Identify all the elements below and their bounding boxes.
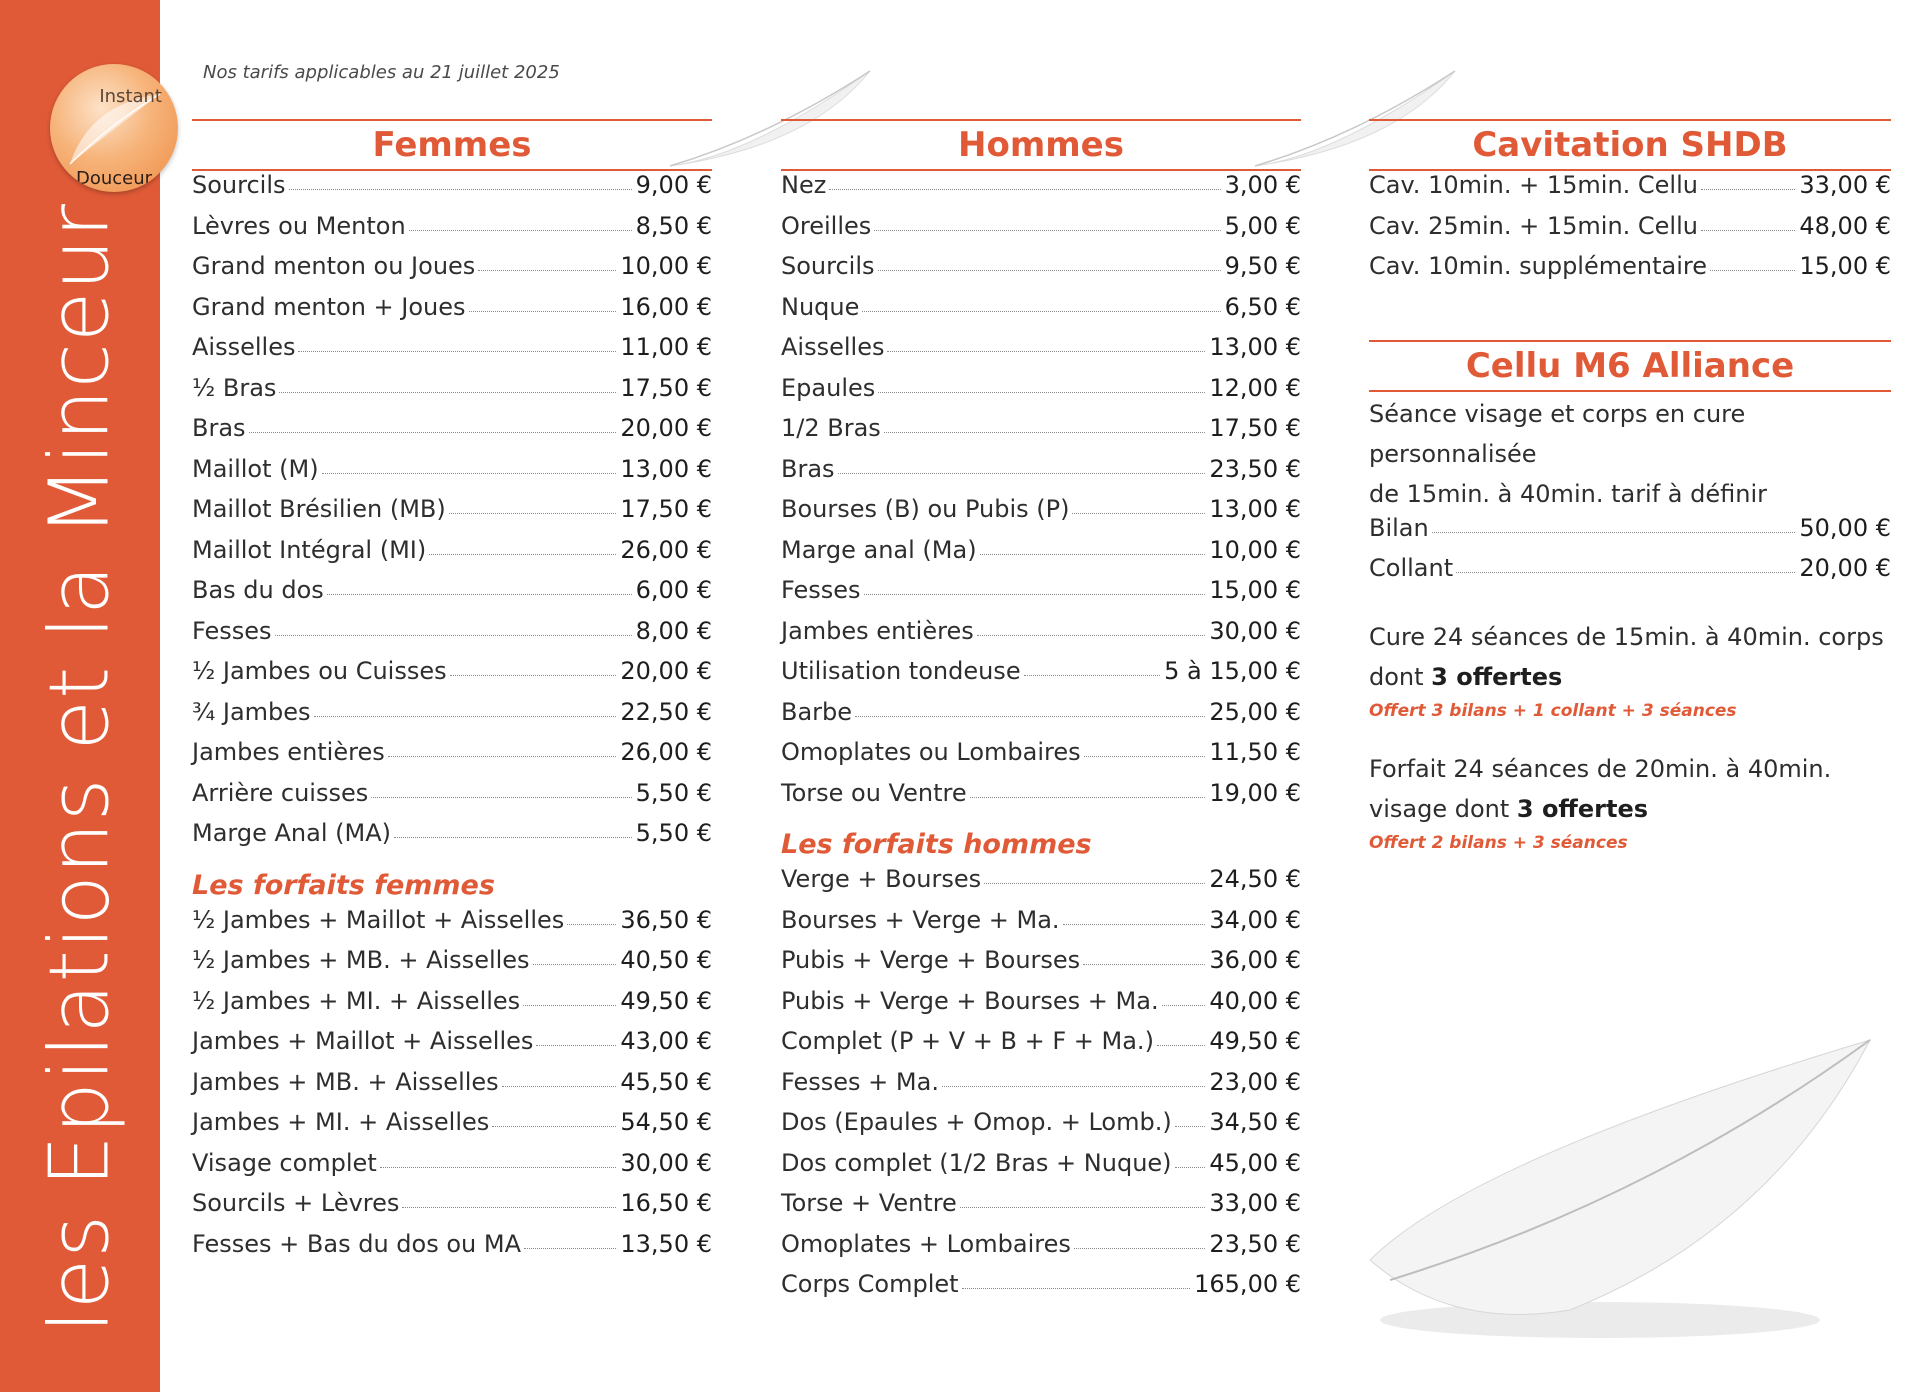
dot-leader: [1063, 924, 1206, 925]
hommes-forfait-row: [781, 1189, 1301, 1230]
hommes-forfait-label: Verge + Bourses: [781, 865, 982, 893]
dot-leader: [1175, 1167, 1206, 1168]
femmes-forfait-row: [192, 1108, 712, 1149]
hommes-item-label: Marge anal (Ma): [781, 535, 977, 564]
hommes-item-price: 30,00 €: [1209, 616, 1301, 645]
hommes-item-row: [781, 252, 1301, 293]
femmes-item-price: 26,00 €: [620, 535, 712, 564]
femmes-item-price: 8,00 €: [635, 616, 712, 645]
femmes-item-label: ½ Jambes ou Cuisses: [192, 657, 447, 685]
dot-leader: [567, 924, 616, 925]
femmes-item-label: Bas du dos: [192, 576, 324, 604]
hommes-forfait-label: Corps Complet: [781, 1270, 959, 1298]
cellu-item-label: Bilan: [1369, 513, 1429, 542]
dot-leader: [279, 392, 616, 393]
cavitation-header: Cavitation SHDB: [1369, 119, 1891, 171]
hommes-item-price: 17,50 €: [1209, 414, 1301, 442]
femmes-item-row: [192, 495, 712, 536]
hommes-forfait-price: 23,50 €: [1209, 1229, 1301, 1258]
hommes-forfait-row: [781, 1149, 1301, 1190]
dot-leader: [1074, 1248, 1206, 1249]
femmes-item-price: 5,50 €: [635, 819, 712, 847]
hommes-item-price: 13,00 €: [1209, 495, 1301, 523]
dot-leader: [1083, 964, 1205, 965]
cavitation-item-label: Cav. 10min. supplémentaire: [1369, 252, 1707, 280]
hommes-forfait-label: Torse + Ventre: [781, 1189, 957, 1217]
femmes-forfait-price: 30,00 €: [620, 1148, 712, 1177]
femmes-item-label: Aisselles: [192, 333, 296, 361]
dot-leader: [402, 1207, 616, 1208]
femmes-item-price: 16,00 €: [620, 292, 712, 321]
femmes-forfaits-title: Les forfaits femmes: [192, 869, 495, 901]
hommes-header: Hommes: [781, 119, 1301, 171]
hommes-list: [781, 171, 1301, 819]
hommes-item-label: Barbe: [781, 697, 853, 726]
femmes-item-price: 20,00 €: [620, 657, 712, 685]
hommes-item-label: Nuque: [781, 292, 860, 321]
cellu-item-label: Collant: [1369, 554, 1454, 582]
femmes-item-label: Bras: [192, 414, 246, 442]
hommes-item-label: Utilisation tondeuse: [781, 657, 1021, 685]
dot-leader: [862, 311, 1220, 312]
dot-leader: [960, 1207, 1206, 1208]
hommes-forfait-label: Complet (P + V + B + F + Ma.): [781, 1027, 1154, 1055]
dot-leader: [388, 756, 617, 757]
femmes-item-row: [192, 617, 712, 658]
large-feather-icon: [1350, 1030, 1880, 1350]
femmes-forfait-price: 54,50 €: [620, 1108, 712, 1136]
dot-leader: [1432, 532, 1796, 533]
femmes-item-price: 10,00 €: [620, 252, 712, 280]
hommes-forfait-label: Dos complet (1/2 Bras + Nuque): [781, 1148, 1172, 1177]
hommes-item-row: [781, 738, 1301, 779]
femmes-forfait-row: [192, 1230, 712, 1271]
femmes-forfait-price: 45,50 €: [620, 1067, 712, 1096]
hommes-forfait-label: Fesses + Ma.: [781, 1067, 939, 1096]
dot-leader: [942, 1086, 1205, 1087]
hommes-item-price: 15,00 €: [1209, 576, 1301, 604]
femmes-item-row: [192, 212, 712, 253]
femmes-forfaits-list: [192, 906, 712, 1271]
dot-leader: [492, 1126, 616, 1127]
hommes-forfait-price: 33,00 €: [1209, 1189, 1301, 1217]
hommes-item-price: 13,00 €: [1209, 333, 1301, 361]
femmes-forfait-price: 49,50 €: [620, 986, 712, 1015]
side-title: les Epilations et la Minceur: [32, 202, 128, 1334]
femmes-forfait-row: [192, 906, 712, 947]
hommes-forfait-label: Pubis + Verge + Bourses: [781, 946, 1081, 974]
hommes-item-price: 6,50 €: [1224, 292, 1301, 321]
femmes-item-row: [192, 293, 712, 334]
femmes-item-label: Grand menton ou Joues: [192, 252, 476, 280]
cellu-item-row: [1369, 554, 1891, 595]
cavitation-item-price: 48,00 €: [1799, 211, 1891, 240]
hommes-forfait-label: Dos (Epaules + Omop. + Lomb.): [781, 1108, 1172, 1136]
cavitation-item-row: [1369, 212, 1891, 253]
femmes-item-price: 6,00 €: [635, 576, 712, 604]
hommes-forfait-label: Omoplates + Lombaires: [781, 1229, 1071, 1258]
dot-leader: [838, 473, 1206, 474]
hommes-item-price: 19,00 €: [1209, 778, 1301, 807]
hommes-item-label: Sourcils: [781, 252, 875, 280]
dot-leader: [298, 351, 616, 352]
femmes-forfait-label: ½ Jambes + MI. + Aisselles: [192, 986, 521, 1015]
dot-leader: [469, 311, 617, 312]
dot-leader: [977, 635, 1206, 636]
femmes-item-label: Maillot Intégral (MI): [192, 535, 427, 564]
dot-leader: [980, 554, 1206, 555]
forfait-line1: Forfait 24 séances de 20min. à 40min.: [1369, 754, 1832, 783]
hommes-forfait-price: 34,50 €: [1209, 1108, 1301, 1136]
hommes-forfait-price: 40,00 €: [1209, 986, 1301, 1015]
femmes-forfait-row: [192, 987, 712, 1028]
femmes-forfait-row: [192, 1149, 712, 1190]
dot-leader: [533, 964, 617, 965]
femmes-forfait-row: [192, 1068, 712, 1109]
femmes-forfait-row: [192, 1189, 712, 1230]
hommes-item-price: 9,50 €: [1224, 252, 1301, 280]
cellu-item-price: 50,00 €: [1799, 513, 1891, 542]
femmes-forfait-label: Sourcils + Lèvres: [192, 1189, 400, 1217]
femmes-forfait-label: Jambes + MB. + Aisselles: [192, 1067, 499, 1096]
femmes-item-row: [192, 171, 712, 212]
dot-leader: [855, 716, 1205, 717]
logo-text-bottom: Douceur: [75, 168, 153, 189]
cellu-item-row: [1369, 514, 1891, 555]
dot-leader: [1710, 270, 1795, 271]
femmes-item-price: 11,00 €: [620, 333, 712, 361]
femmes-item-row: [192, 819, 712, 860]
hommes-item-label: Epaules: [781, 373, 876, 402]
dot-leader: [478, 270, 616, 271]
hommes-item-label: Bras: [781, 454, 835, 483]
cellu-list: [1369, 514, 1891, 595]
forfait-block: [1369, 749, 1891, 829]
hommes-forfait-price: 36,00 €: [1209, 946, 1301, 974]
femmes-header: Femmes: [192, 119, 712, 171]
femmes-item-price: 17,50 €: [620, 373, 712, 402]
dot-leader: [984, 883, 1205, 884]
dot-leader: [1024, 675, 1161, 676]
femmes-item-price: 26,00 €: [620, 738, 712, 766]
hommes-item-row: [781, 698, 1301, 739]
femmes-forfait-label: ½ Jambes + MB. + Aisselles: [192, 946, 530, 974]
femmes-item-row: [192, 779, 712, 820]
femmes-item-price: 9,00 €: [635, 171, 712, 199]
dot-leader: [887, 351, 1205, 352]
dot-leader: [1701, 230, 1795, 231]
femmes-item-label: Sourcils: [192, 171, 286, 199]
hommes-item-price: 25,00 €: [1209, 697, 1301, 726]
logo: [50, 64, 178, 192]
dot-leader: [878, 270, 1221, 271]
femmes-item-price: 20,00 €: [620, 414, 712, 442]
hommes-item-price: 11,50 €: [1209, 738, 1301, 766]
right-column: [1369, 119, 1891, 857]
cavitation-item-label: Cav. 10min. + 15min. Cellu: [1369, 171, 1698, 199]
hommes-forfait-row: [781, 1068, 1301, 1109]
dot-leader: [536, 1045, 616, 1046]
femmes-item-row: [192, 374, 712, 415]
cavitation-item-row: [1369, 171, 1891, 212]
cellu-item-price: 20,00 €: [1799, 554, 1891, 582]
hommes-forfaits-list: [781, 865, 1301, 1311]
femmes-item-row: [192, 455, 712, 496]
forfait-line2-prefix: visage dont: [1369, 794, 1517, 823]
hommes-item-row: [781, 212, 1301, 253]
hommes-item-row: [781, 495, 1301, 536]
dot-leader: [524, 1248, 616, 1249]
femmes-item-label: ½ Bras: [192, 373, 277, 402]
date-note: Nos tarifs applicables au 21 juillet 2025: [203, 62, 560, 83]
femmes-forfait-row: [192, 1027, 712, 1068]
femmes-list: [192, 171, 712, 860]
femmes-item-label: Fesses: [192, 616, 272, 645]
dot-leader: [380, 1167, 617, 1168]
hommes-forfait-price: 45,00 €: [1209, 1148, 1301, 1177]
hommes-forfait-row: [781, 946, 1301, 987]
sidebar-band: [0, 0, 160, 1392]
hommes-item-label: Aisselles: [781, 333, 885, 361]
dot-leader: [449, 513, 617, 514]
femmes-item-price: 5,50 €: [635, 778, 712, 807]
dot-leader: [962, 1288, 1191, 1289]
hommes-item-label: Omoplates ou Lombaires: [781, 738, 1081, 766]
hommes-item-price: 12,00 €: [1209, 373, 1301, 402]
femmes-item-row: [192, 657, 712, 698]
dot-leader: [314, 716, 617, 717]
hommes-item-row: [781, 414, 1301, 455]
hommes-forfait-row: [781, 987, 1301, 1028]
femmes-item-row: [192, 333, 712, 374]
femmes-item-label: Maillot (M): [192, 454, 319, 483]
femmes-item-row: [192, 252, 712, 293]
dot-leader: [1072, 513, 1205, 514]
femmes-item-price: 8,50 €: [635, 211, 712, 240]
cure-line2-prefix: dont: [1369, 662, 1432, 691]
femmes-item-price: 13,00 €: [620, 454, 712, 483]
hommes-item-price: 10,00 €: [1209, 535, 1301, 564]
dot-leader: [502, 1086, 617, 1087]
dot-leader: [409, 230, 632, 231]
cavitation-item-price: 33,00 €: [1799, 171, 1891, 199]
femmes-forfait-row: [192, 946, 712, 987]
hommes-item-row: [781, 657, 1301, 698]
femmes-forfait-price: 43,00 €: [620, 1027, 712, 1055]
dot-leader: [1456, 572, 1795, 573]
femmes-item-row: [192, 738, 712, 779]
dot-leader: [878, 392, 1205, 393]
dot-leader: [1162, 1005, 1206, 1006]
hommes-item-price: 5 à 15,00 €: [1164, 657, 1301, 685]
dot-leader: [970, 797, 1206, 798]
femmes-item-price: 22,50 €: [620, 697, 712, 726]
femmes-forfait-label: Jambes + Maillot + Aisselles: [192, 1027, 534, 1055]
femmes-forfait-label: Visage complet: [192, 1148, 377, 1177]
dot-leader: [1084, 756, 1206, 757]
cure-block: [1369, 617, 1891, 697]
dot-leader: [249, 432, 617, 433]
femmes-item-label: ¾ Jambes: [192, 697, 311, 726]
dot-leader: [450, 675, 617, 676]
forfait-line2-bold: 3 offertes: [1516, 794, 1649, 823]
hommes-forfait-label: Bourses + Verge + Ma.: [781, 905, 1060, 934]
logo-text-top: Instant: [99, 86, 162, 107]
hommes-item-row: [781, 293, 1301, 334]
dot-leader: [1157, 1045, 1205, 1046]
dot-leader: [371, 797, 631, 798]
dot-leader: [884, 432, 1206, 433]
dot-leader: [864, 594, 1206, 595]
hommes-forfaits-title: Les forfaits hommes: [781, 829, 1092, 860]
hommes-item-label: 1/2 Bras: [781, 414, 881, 442]
femmes-forfait-price: 36,50 €: [620, 905, 712, 934]
femmes-item-row: [192, 576, 712, 617]
femmes-item-label: Marge Anal (MA): [192, 819, 391, 847]
cavitation-item-label: Cav. 25min. + 15min. Cellu: [1369, 211, 1698, 240]
cellu-header: Cellu M6 Alliance: [1369, 340, 1891, 392]
hommes-item-label: Jambes entières: [781, 616, 974, 645]
hommes-forfait-price: 49,50 €: [1209, 1027, 1301, 1055]
hommes-forfait-row: [781, 1108, 1301, 1149]
dot-leader: [874, 230, 1220, 231]
dot-leader: [829, 189, 1220, 190]
femmes-forfait-price: 16,50 €: [620, 1189, 712, 1217]
dot-leader: [429, 554, 616, 555]
hommes-item-label: Torse ou Ventre: [781, 778, 967, 807]
dot-leader: [394, 837, 632, 838]
dot-leader: [275, 635, 632, 636]
hommes-forfait-row: [781, 1230, 1301, 1271]
dot-leader: [327, 594, 632, 595]
hommes-item-label: Oreilles: [781, 211, 872, 240]
femmes-item-label: Grand menton + Joues: [192, 292, 466, 321]
cure-line2-bold: 3 offertes: [1431, 662, 1563, 691]
hommes-item-label: Bourses (B) ou Pubis (P): [781, 495, 1070, 523]
hommes-item-row: [781, 374, 1301, 415]
femmes-forfait-label: ½ Jambes + Maillot + Aisselles: [192, 905, 565, 934]
hommes-forfait-price: 23,00 €: [1209, 1067, 1301, 1096]
femmes-forfait-label: Fesses + Bas du dos ou MA: [192, 1229, 521, 1258]
cavitation-item-price: 15,00 €: [1799, 252, 1891, 280]
hommes-item-row: [781, 171, 1301, 212]
hommes-item-price: 5,00 €: [1224, 211, 1301, 240]
cure-offer: Offert 3 bilans + 1 collant + 3 séances: [1369, 700, 1737, 721]
dot-leader: [322, 473, 617, 474]
hommes-item-label: Fesses: [781, 576, 861, 604]
hommes-item-row: [781, 779, 1301, 820]
femmes-item-row: [192, 536, 712, 577]
hommes-item-row: [781, 617, 1301, 658]
femmes-item-label: Lèvres ou Menton: [192, 211, 406, 240]
hommes-item-price: 3,00 €: [1224, 171, 1301, 199]
hommes-forfait-price: 34,00 €: [1209, 905, 1301, 934]
dot-leader: [289, 189, 632, 190]
cure-line2: [1369, 657, 1891, 697]
hommes-forfait-price: 24,50 €: [1209, 865, 1301, 893]
femmes-item-row: [192, 698, 712, 739]
hommes-item-price: 23,50 €: [1209, 454, 1301, 483]
hommes-forfait-row: [781, 865, 1301, 906]
dot-leader: [1175, 1126, 1206, 1127]
femmes-column: [192, 119, 712, 1270]
hommes-forfait-price: 165,00 €: [1194, 1270, 1301, 1298]
femmes-forfait-price: 13,50 €: [620, 1229, 712, 1258]
hommes-forfait-row: [781, 1027, 1301, 1068]
cavitation-list: [1369, 171, 1891, 293]
cure-line1: Cure 24 séances de 15min. à 40min. corps: [1369, 622, 1884, 651]
femmes-forfait-label: Jambes + MI. + Aisselles: [192, 1108, 490, 1136]
dot-leader: [1701, 189, 1795, 190]
femmes-item-label: Maillot Brésilien (MB): [192, 495, 446, 523]
hommes-forfait-row: [781, 1270, 1301, 1311]
femmes-item-price: 17,50 €: [620, 495, 712, 523]
hommes-item-row: [781, 333, 1301, 374]
hommes-item-row: [781, 536, 1301, 577]
hommes-forfait-label: Pubis + Verge + Bourses + Ma.: [781, 986, 1159, 1015]
forfait-line2: [1369, 789, 1891, 829]
hommes-forfait-row: [781, 906, 1301, 947]
forfait-offer: Offert 2 bilans + 3 séances: [1369, 832, 1628, 853]
femmes-item-row: [192, 414, 712, 455]
hommes-item-row: [781, 576, 1301, 617]
femmes-item-label: Arrière cuisses: [192, 778, 369, 807]
dot-leader: [523, 1005, 616, 1006]
cellu-intro: [1369, 394, 1891, 514]
cavitation-item-row: [1369, 252, 1891, 293]
cellu-intro-line2: de 15min. à 40min. tarif à définir: [1369, 479, 1768, 508]
cellu-intro-line1: Séance visage et corps en cure personnalisée: [1369, 399, 1746, 468]
femmes-item-label: Jambes entières: [192, 738, 385, 766]
hommes-column: [781, 119, 1301, 1311]
hommes-item-row: [781, 455, 1301, 496]
femmes-forfait-price: 40,50 €: [620, 946, 712, 974]
hommes-item-label: Nez: [781, 171, 827, 199]
